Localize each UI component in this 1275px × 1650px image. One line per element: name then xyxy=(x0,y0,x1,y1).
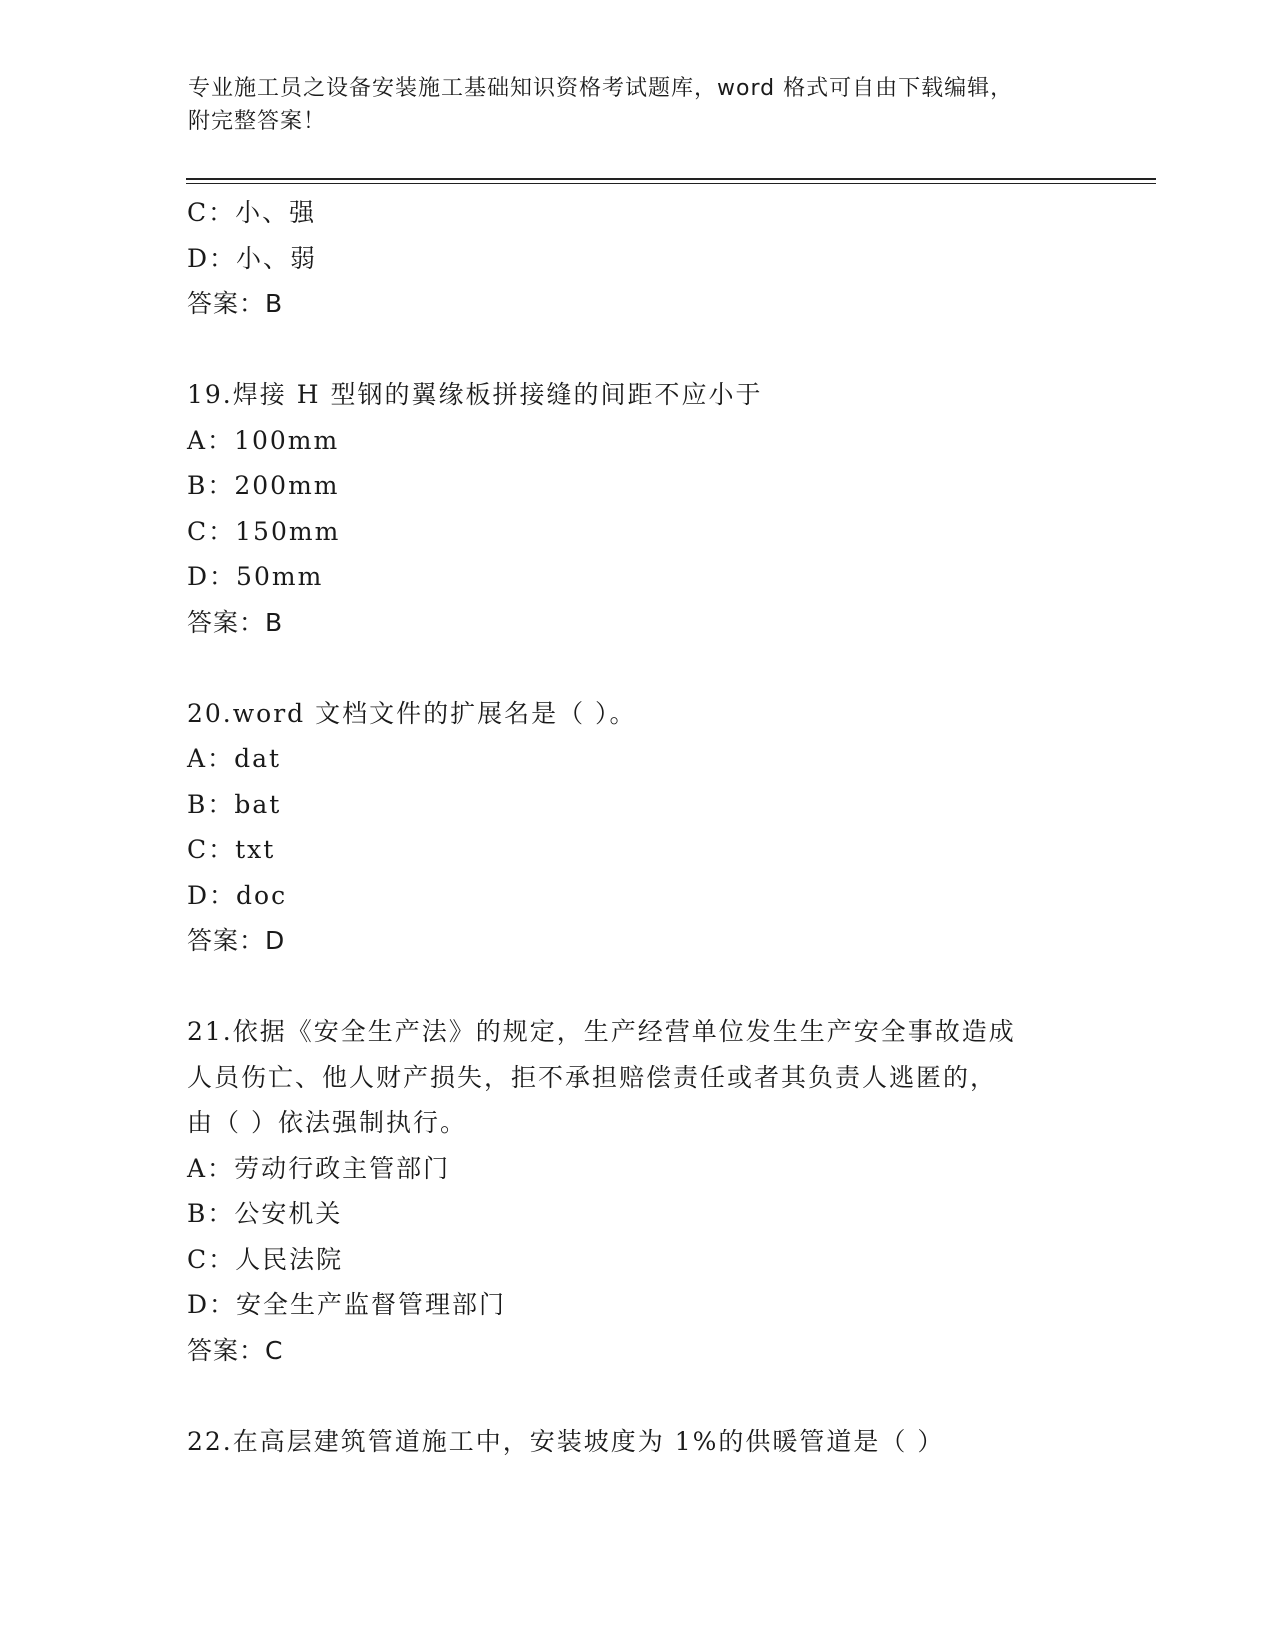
option-label: D： xyxy=(187,562,237,591)
option-d xyxy=(187,554,1087,600)
answer: 答案：B xyxy=(187,607,284,637)
question-list xyxy=(187,190,1087,1464)
spacer xyxy=(187,964,1087,1010)
option-label: C： xyxy=(187,835,236,864)
option-label: B： xyxy=(187,471,235,500)
header-divider-thin xyxy=(186,183,1156,184)
document-header xyxy=(188,72,1088,138)
option-d xyxy=(187,873,1087,919)
prev-question xyxy=(187,190,1087,327)
option-text: 公安机关 xyxy=(234,1199,343,1228)
header-line-1: 专业施工员之设备安装施工基础知识资格考试题库，word 格式可自由下载编辑， xyxy=(188,76,1014,101)
option-text: 100mm xyxy=(234,425,340,455)
option-c xyxy=(187,827,1087,873)
option-label: C： xyxy=(187,198,236,227)
option-text: 150mm xyxy=(235,516,341,546)
option-text: dat xyxy=(234,744,282,773)
question-stem-line-3: 由（ ）依法强制执行。 xyxy=(187,1108,467,1137)
option-label: D： xyxy=(187,243,237,273)
spacer xyxy=(187,645,1087,691)
question-stem-line-1: 21.依据《安全生产法》的规定，生产经营单位发生生产安全事故造成 xyxy=(187,1017,1016,1046)
question-stem-line-2: 人员伤亡、他人财产损失，拒不承担赔偿责任或者其负责人逃匿的， xyxy=(187,1062,998,1092)
option-b xyxy=(187,1191,1087,1237)
option-text: 200mm xyxy=(234,471,340,500)
option-d xyxy=(187,1282,1087,1328)
question-stem: 22.在高层建筑管道施工中，安装坡度为 1%的供暖管道是（ ） xyxy=(187,1426,945,1456)
option-label: B： xyxy=(187,1199,235,1228)
option-b xyxy=(187,782,1087,828)
option-label: A： xyxy=(187,1153,235,1183)
option-text: doc xyxy=(236,880,288,910)
header-divider-thick xyxy=(186,178,1156,180)
option-c xyxy=(187,190,1087,236)
answer: 答案：D xyxy=(187,926,286,955)
option-text: 劳动行政主管部门 xyxy=(234,1153,451,1183)
spacer xyxy=(187,327,1087,373)
option-text: 50mm xyxy=(236,562,324,591)
option-c xyxy=(187,1237,1087,1283)
option-a xyxy=(187,736,1087,782)
answer: 答案：C xyxy=(187,1335,284,1365)
option-b xyxy=(187,463,1087,509)
option-text: txt xyxy=(235,835,276,864)
question-stem: 20.word 文档文件的扩展名是（ ）。 xyxy=(187,698,637,728)
option-text: 安全生产监督管理部门 xyxy=(236,1290,507,1319)
option-label: A： xyxy=(187,744,235,773)
option-text: 人民法院 xyxy=(235,1244,344,1274)
option-a xyxy=(187,418,1087,464)
question-19 xyxy=(187,372,1087,645)
option-label: B： xyxy=(187,789,235,819)
option-a xyxy=(187,1146,1087,1192)
option-label: D： xyxy=(187,1290,237,1319)
question-22 xyxy=(187,1419,1087,1465)
option-text: 小、弱 xyxy=(236,243,318,273)
question-21 xyxy=(187,1009,1087,1373)
question-stem: 19.焊接 H 型钢的翼缘板拼接缝的间距不应小于 xyxy=(187,380,763,409)
option-label: C： xyxy=(187,516,236,546)
header-line-2: 附完整答案！ xyxy=(188,109,327,134)
answer: 答案：B xyxy=(187,289,284,318)
option-text: 小、强 xyxy=(235,198,317,227)
spacer xyxy=(187,1373,1087,1419)
option-d xyxy=(187,236,1087,282)
option-label: A： xyxy=(187,425,235,455)
option-label: C： xyxy=(187,1244,236,1274)
question-20 xyxy=(187,691,1087,964)
option-text: bat xyxy=(234,789,282,819)
option-label: D： xyxy=(187,880,237,910)
option-c xyxy=(187,509,1087,555)
